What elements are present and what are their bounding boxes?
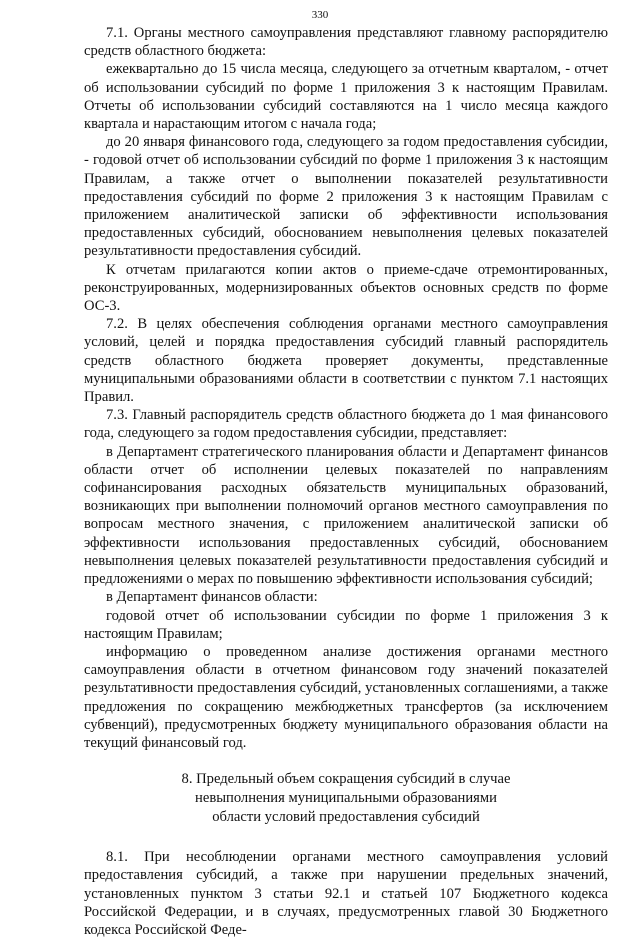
paragraph-annual-report: до 20 января финансового года, следующего за годом предоставления субсидии, - годовой отчет об использовании субсидий по форме 1 приложения 3 к настоящим Правилам, а также отчет о выполнении показателей результативности предоставления субсидий по форме 2 приложения 3 к настоящим Правилам с приложением аналитической записки об эффективности использования предоставленных субсидий, обоснованием невыполнения целевых показателей результативности предоставления субсидий. bbox=[84, 134, 608, 260]
paragraph-attachments: К отчетам прилагаются копии актов о приеме-сдаче отремонтированных, реконструированных, модернизированных объектов основных средств по форме ОС-3. bbox=[84, 261, 608, 315]
paragraph-strategic-department: в Департамент стратегического планирования области и Департамент финансов области отчет об исполнении целевых показателей по направлениям софинансирования расходных обязательств муниципальных образований, возникающих при выполнении полномочий органов местного самоуправления по вопросам местного значения, с приложением аналитической записки об эффективности использования предоставленных субсидий, обоснованием невыполнения целевых показателей результативности предоставления субсидий и предложениями о мерах по повышению эффективности использования субсидий; bbox=[84, 443, 608, 588]
section-heading-line: 8. Предельный объем сокращения субсидий в случае bbox=[181, 771, 511, 788]
paragraph-8-1: 8.1. При несоблюдении органами местного самоуправления условий предоставления субсидий, а также при нарушении предельных значений, установленных пунктом 3 статьи 92.1 и статьей 107 Бюджетного кодекса Российской Федерации, и в случаях, предусмотренных главой 30 Бюджетного кодекса Российской Феде- bbox=[84, 849, 608, 938]
paragraph-finance-department: в Департамент финансов области: bbox=[106, 589, 318, 606]
section-heading-line: области условий предоставления субсидий bbox=[212, 809, 480, 826]
paragraph-quarterly-report: ежеквартально до 15 числа месяца, следующего за отчетным кварталом, - отчет об использовании субсидий по форме 1 приложения 3 к настоящим Правилам. Отчеты об использовании субсидий составляются на 1 число месяца каждого квартала и нарастающим итогом с начала года; bbox=[84, 61, 608, 133]
paragraph-analysis-info: информацию о проведенном анализе достижения органами местного самоуправления области в отчетном финансовом году значений показателей результативности предоставления субсидий, установленных соглашениями, а также предложения по сокращению межбюджетных трансфертов (за исключением субвенций), предусмотренных бюджету муниципального образования области на текущий финансовый год. bbox=[84, 643, 608, 751]
paragraph-7-3: 7.3. Главный распорядитель средств областного бюджета до 1 мая финансового года, следующего за годом предоставления субсидии, представляет: bbox=[84, 407, 608, 442]
page-content bbox=[84, 24, 608, 939]
section-heading bbox=[84, 770, 608, 827]
paragraph-7-2: 7.2. В целях обеспечения соблюдения органами местного самоуправления условий, целей и порядка предоставления субсидий главный распорядитель средств областного бюджета проверяет документы, представленные муниципальными образованиями области в соответствии с пунктом 7.1 настоящих Правил. bbox=[84, 316, 608, 406]
page-number: 330 bbox=[311, 9, 329, 21]
section-heading-line: невыполнения муниципальными образованиями bbox=[195, 790, 497, 807]
paragraph-annual-subsidy-report: годовой отчет об использовании субсидии по форме 1 приложения 3 к настоящим Правилам; bbox=[84, 607, 608, 642]
paragraph-7-1: 7.1. Органы местного самоуправления представляют главному распорядителю средств областного бюджета: bbox=[84, 25, 608, 60]
